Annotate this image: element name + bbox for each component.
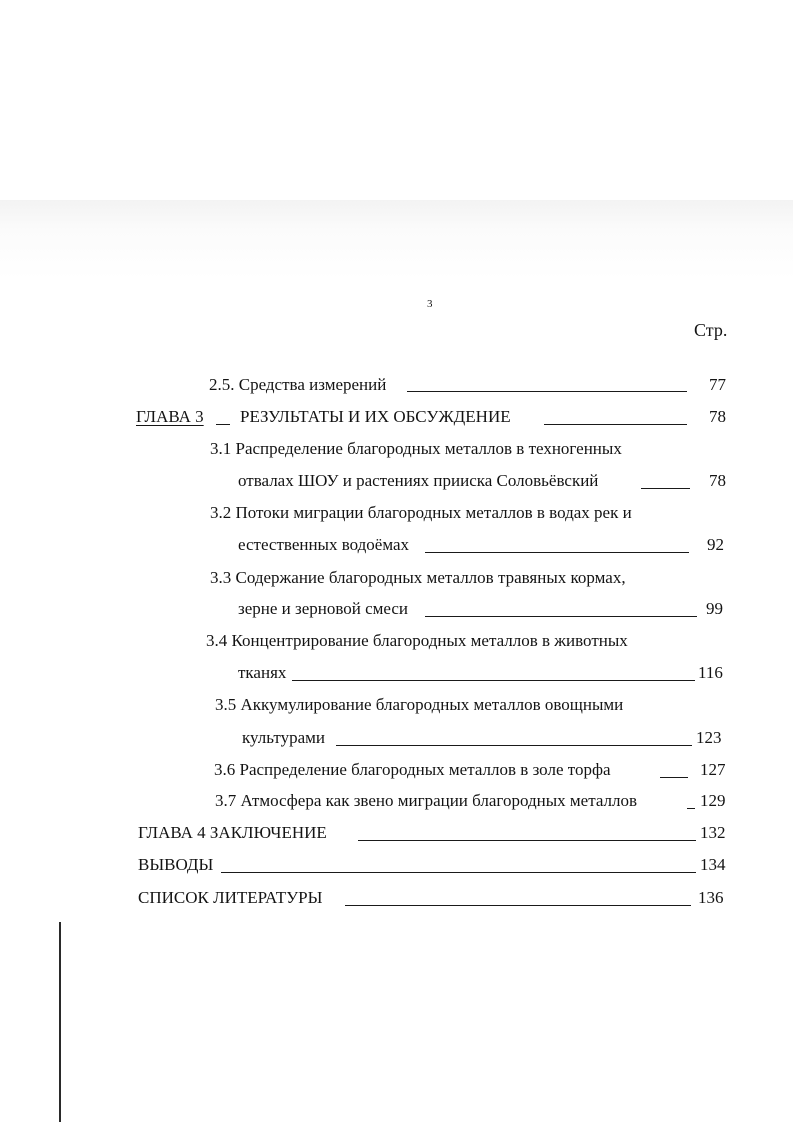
leader-line [292, 680, 695, 681]
toc-conclusions: ВЫВОДЫ [138, 855, 214, 874]
leader-line [345, 905, 691, 906]
toc-title-3-4-line2: тканях [238, 663, 287, 682]
toc-page-3-5: 123 [696, 728, 722, 747]
leader-line [544, 424, 687, 425]
toc-page-3-4: 116 [698, 663, 723, 682]
toc-title-3-1-line1: 3.1 Распределение благородных металлов в техногенных [210, 439, 622, 458]
toc-page-3-3: 99 [706, 599, 723, 618]
toc-title-3-1-line2: отвалах ШОУ и растениях прииска Соловьёвский [238, 471, 599, 490]
toc-chapter-4: ГЛАВА 4 ЗАКЛЮЧЕНИЕ [138, 823, 327, 842]
leader-line [336, 745, 692, 746]
scan-margin-line [59, 922, 61, 1122]
toc-page-ch3: 78 [709, 407, 726, 426]
toc-page-3-1: 78 [709, 471, 726, 490]
leader-line [216, 424, 230, 425]
leader-line [407, 391, 687, 392]
toc-title-3-7: 3.7 Атмосфера как звено миграции благородных металлов [215, 791, 638, 810]
toc-title-3-4-line1: 3.4 Концентрирование благородных металлов в животных [206, 631, 628, 650]
toc-title-3-5-line2: культурами [242, 728, 325, 747]
leader-line [660, 777, 688, 778]
leader-line [641, 488, 690, 489]
leader-line [358, 840, 696, 841]
toc-title-3-2-line1: 3.2 Потоки миграции благородных металлов в водах рек и [210, 503, 632, 522]
toc-references: СПИСОК ЛИТЕРАТУРЫ [138, 888, 323, 907]
toc-title-3-6: 3.6 Распределение благородных металлов в золе торфа [214, 760, 611, 779]
toc-page-references: 136 [698, 888, 724, 907]
toc-title-3-5-line1: 3.5 Аккумулирование благородных металлов овощными [215, 695, 624, 714]
toc-page-conclusions: 134 [700, 855, 726, 874]
leader-line [687, 808, 695, 809]
leader-line [425, 616, 697, 617]
toc-page-3-6: 127 [700, 760, 726, 779]
page-column-header: Стр. [694, 320, 728, 340]
toc-page-2-5: 77 [709, 375, 726, 394]
toc-page-3-2: 92 [707, 535, 724, 554]
scan-background [0, 200, 793, 1122]
toc-title-2-5: 2.5. Средства измерений [209, 375, 387, 394]
toc-chapter-3-title: РЕЗУЛЬТАТЫ И ИХ ОБСУЖДЕНИЕ [240, 407, 511, 426]
toc-page-3-7: 129 [700, 791, 726, 810]
toc-page-ch4: 132 [700, 823, 726, 842]
toc-title-3-3-line1: 3.3 Содержание благородных металлов травяных кормах, [210, 568, 626, 587]
toc-title-3-2-line2: естественных водоёмах [238, 535, 410, 554]
toc-title-3-3-line2: зерне и зерновой смеси [238, 599, 409, 618]
leader-line [221, 872, 696, 873]
page-number: 3 [427, 298, 433, 310]
leader-line [425, 552, 689, 553]
toc-chapter-3-label: ГЛАВА 3 [136, 407, 204, 426]
